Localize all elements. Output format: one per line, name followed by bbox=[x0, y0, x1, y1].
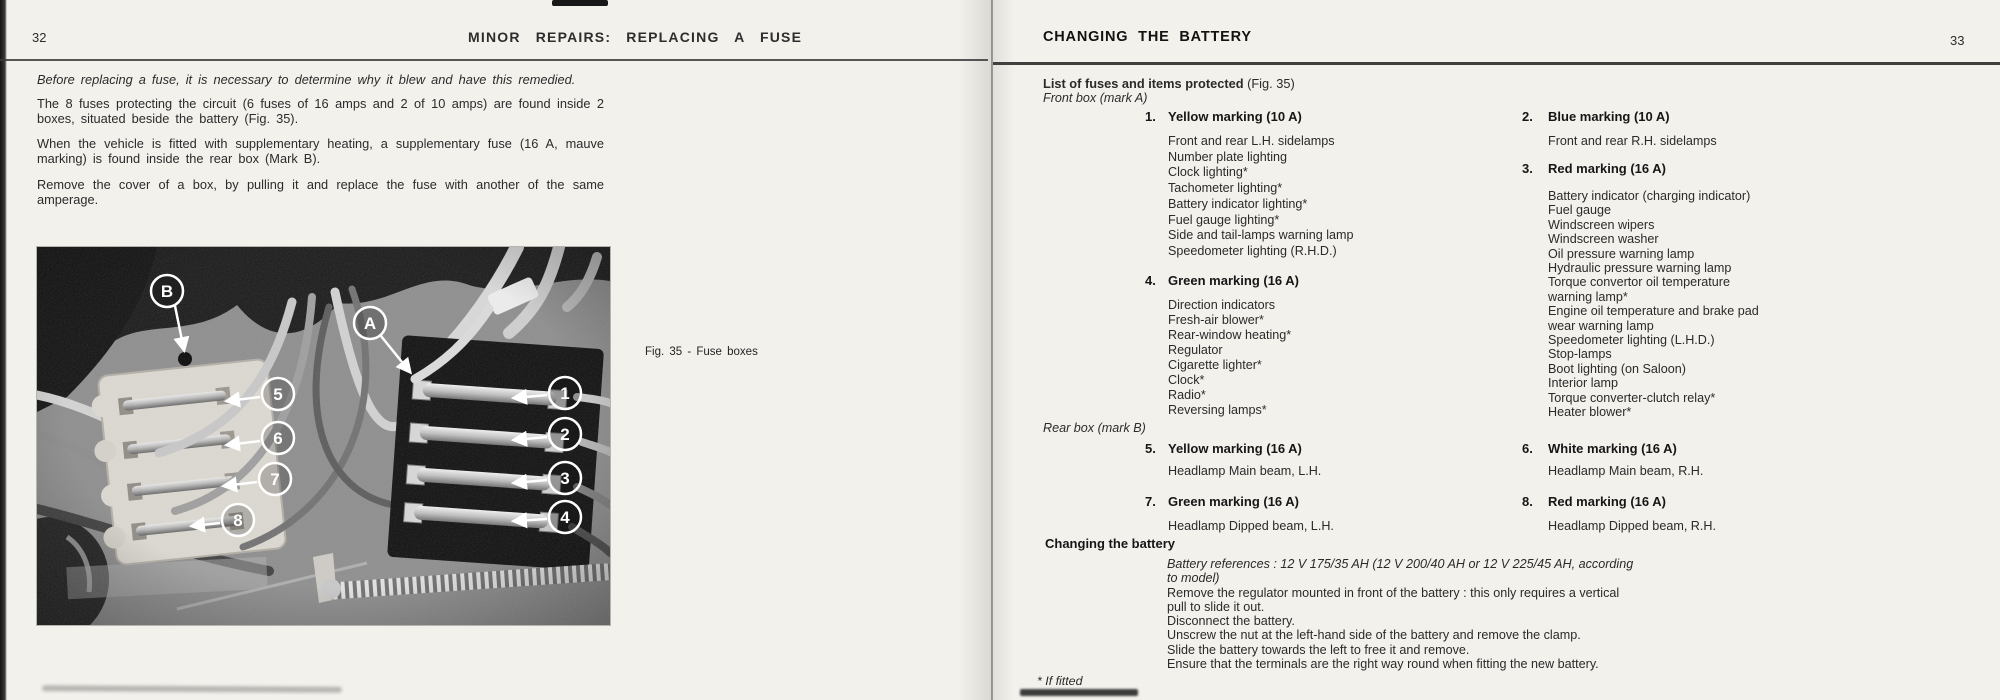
text-line: wear warning lamp bbox=[1548, 318, 1654, 333]
section-items bbox=[1168, 464, 1321, 478]
svg-text:2: 2 bbox=[560, 425, 570, 444]
text-line: warning lamp* bbox=[1548, 289, 1628, 304]
text-line: Oil pressure warning lamp bbox=[1548, 246, 1695, 261]
section-number: 3. bbox=[1522, 161, 1533, 176]
text-line: Hydraulic pressure warning lamp bbox=[1548, 261, 1732, 276]
section-number: 8. bbox=[1522, 494, 1533, 509]
text-line: Regulator bbox=[1168, 343, 1223, 357]
section-title: Red marking (16 A) bbox=[1548, 161, 1666, 176]
page-header-right: CHANGING THE BATTERY bbox=[1043, 29, 1252, 45]
page-gutter-shadow bbox=[958, 0, 992, 700]
text-line: Fuel gauge bbox=[1548, 203, 1612, 218]
svg-text:6: 6 bbox=[273, 429, 283, 448]
section-items bbox=[1168, 134, 1354, 260]
list-heading bbox=[1043, 76, 1295, 91]
text-line: Interior lamp bbox=[1548, 376, 1618, 391]
fuse-section-3 bbox=[1522, 162, 1759, 420]
svg-text:8: 8 bbox=[233, 511, 243, 530]
header-rule-right bbox=[993, 62, 2000, 65]
page-number-left: 32 bbox=[32, 30, 47, 45]
svg-text:1: 1 bbox=[560, 384, 570, 403]
section-items bbox=[1168, 298, 1299, 418]
svg-text:4: 4 bbox=[560, 508, 570, 527]
page-number-right: 33 bbox=[1950, 33, 1965, 48]
section-title: Yellow marking (16 A) bbox=[1168, 441, 1302, 456]
text-line: Cigarette lighter* bbox=[1168, 358, 1262, 372]
section-items bbox=[1548, 519, 1716, 533]
section-number: 5. bbox=[1145, 441, 1156, 456]
intro-line: Before replacing a fuse, it is necessary to determine why it blew and have this remedied. bbox=[37, 72, 576, 87]
section-number: 7. bbox=[1145, 494, 1156, 509]
text-line: Clock* bbox=[1168, 373, 1205, 387]
text-line: Fuel gauge lighting* bbox=[1168, 212, 1280, 227]
list-heading-bold: List of fuses and items protected bbox=[1043, 76, 1244, 91]
text-line: Remove the regulator mounted in front of the battery : this only requires a vertical bbox=[1167, 585, 1620, 600]
section-title: Green marking (16 A) bbox=[1168, 494, 1300, 509]
text-line: Speedometer lighting (R.H.D.) bbox=[1168, 243, 1337, 258]
text-line: Ensure that the terminals are the right way round when fitting the new battery. bbox=[1167, 657, 1599, 672]
fuse-section-5 bbox=[1145, 442, 1321, 478]
section-items bbox=[1548, 189, 1759, 420]
text-line: Front and rear L.H. sidelamps bbox=[1168, 134, 1335, 148]
paragraph-3: Remove the cover of a box, by pulling it and replace the fuse with another of the same amperage. bbox=[37, 177, 604, 208]
text-line: Engine oil temperature and brake pad bbox=[1548, 304, 1759, 319]
svg-text:3: 3 bbox=[560, 469, 570, 488]
footnote: * If fitted bbox=[1037, 674, 1083, 688]
rear-box-label: Rear box (mark B) bbox=[1043, 421, 1146, 435]
text-line: Battery references : 12 V 175/35 AH (12 V 200/40 AH or 12 V 225/45 AH, according bbox=[1167, 557, 1634, 571]
text-line: Side and tail-lamps warning lamp bbox=[1168, 228, 1354, 243]
figure-caption: Fig. 35 - Fuse boxes bbox=[645, 346, 758, 358]
text-line: Heater blower* bbox=[1548, 405, 1632, 420]
text-line: Stop-lamps bbox=[1548, 347, 1612, 362]
paragraph-1: The 8 fuses protecting the circuit (6 fuses of 16 amps and 2 of 10 amps) are found inside 2 boxes, situated beside the battery (Fig. 35). bbox=[37, 96, 604, 127]
text-line: Boot lighting (on Saloon) bbox=[1548, 361, 1686, 376]
scan-artifact-bottom-right bbox=[1020, 689, 1138, 696]
text-line: Fresh-air blower* bbox=[1168, 313, 1264, 327]
changing-battery-heading: Changing the battery bbox=[1045, 536, 1176, 551]
text-line: Battery indicator (charging indicator) bbox=[1548, 189, 1751, 203]
text-line: Headlamp Main beam, L.H. bbox=[1168, 464, 1322, 478]
text-line: Number plate lighting bbox=[1168, 149, 1288, 164]
list-heading-ref: (Fig. 35) bbox=[1243, 76, 1295, 91]
section-title: Blue marking (10 A) bbox=[1548, 109, 1670, 124]
scan-artifact-top bbox=[552, 0, 608, 6]
text-line: Headlamp Main beam, R.H. bbox=[1548, 464, 1704, 478]
section-number: 1. bbox=[1145, 109, 1156, 124]
text-line: Torque convertor oil temperature bbox=[1548, 275, 1730, 290]
fuse-section-2 bbox=[1522, 110, 1717, 148]
svg-text:7: 7 bbox=[270, 470, 280, 489]
section-items bbox=[1548, 464, 1703, 478]
battery-instructions bbox=[1167, 557, 1807, 671]
section-number: 4. bbox=[1145, 273, 1156, 288]
section-number: 2. bbox=[1522, 109, 1533, 124]
text-line: pull to slide it out. bbox=[1167, 599, 1265, 614]
svg-text:A: A bbox=[363, 314, 377, 333]
text-line: to model) bbox=[1167, 571, 1220, 586]
text-line: Torque converter-clutch relay* bbox=[1548, 390, 1716, 405]
section-items bbox=[1168, 519, 1334, 533]
text-line: Battery indicator lighting* bbox=[1168, 196, 1308, 211]
front-box-label: Front box (mark A) bbox=[1043, 91, 1148, 105]
section-number: 6. bbox=[1522, 441, 1533, 456]
svg-text:B: B bbox=[160, 282, 174, 301]
svg-text:5: 5 bbox=[273, 385, 283, 404]
fuse-boxes-photo bbox=[37, 247, 610, 625]
fuse-section-1 bbox=[1145, 110, 1354, 260]
header-rule-left bbox=[0, 59, 988, 61]
text-line: Front and rear R.H. sidelamps bbox=[1548, 134, 1717, 148]
scan-artifact-bottom-left bbox=[42, 685, 342, 693]
fuse-section-4 bbox=[1145, 274, 1299, 418]
text-line: Headlamp Dipped beam, L.H. bbox=[1168, 519, 1334, 533]
fuse-section-7 bbox=[1145, 495, 1334, 533]
text-line: Tachometer lighting* bbox=[1168, 181, 1283, 196]
section-title: Yellow marking (10 A) bbox=[1168, 109, 1302, 124]
section-items bbox=[1548, 134, 1717, 148]
text-line: Rear-window heating* bbox=[1168, 328, 1292, 342]
text-line: Unscrew the nut at the left-hand side of the battery and remove the clamp. bbox=[1167, 628, 1581, 643]
page-header-left: MINOR REPAIRS: REPLACING A FUSE bbox=[468, 29, 803, 45]
text-line: Disconnect the battery. bbox=[1167, 614, 1295, 629]
right-page-edge-shadow bbox=[993, 0, 1015, 700]
text-line: Speedometer lighting (L.H.D.) bbox=[1548, 333, 1715, 348]
text-line: Radio* bbox=[1168, 388, 1206, 402]
text-line: Direction indicators bbox=[1168, 298, 1276, 312]
text-line: Windscreen wipers bbox=[1548, 217, 1655, 232]
scan-edge-strip bbox=[0, 0, 7, 700]
section-title: Red marking (16 A) bbox=[1548, 494, 1666, 509]
section-title: White marking (16 A) bbox=[1548, 441, 1677, 456]
section-title: Green marking (16 A) bbox=[1168, 273, 1300, 288]
fuse-section-6 bbox=[1522, 442, 1703, 478]
fuse-section-8 bbox=[1522, 495, 1716, 533]
paragraph-2: When the vehicle is fitted with supplementary heating, a supplementary fuse (16 A, mauve marking) is found inside the rear box (Mark B). bbox=[37, 136, 604, 167]
text-line: Reversing lamps* bbox=[1168, 403, 1267, 417]
text-line: Clock lighting* bbox=[1168, 165, 1248, 180]
text-line: Windscreen washer bbox=[1548, 232, 1659, 247]
text-line: Slide the battery towards the left to free it and remove. bbox=[1167, 642, 1470, 657]
text-line: Headlamp Dipped beam, R.H. bbox=[1548, 519, 1716, 533]
